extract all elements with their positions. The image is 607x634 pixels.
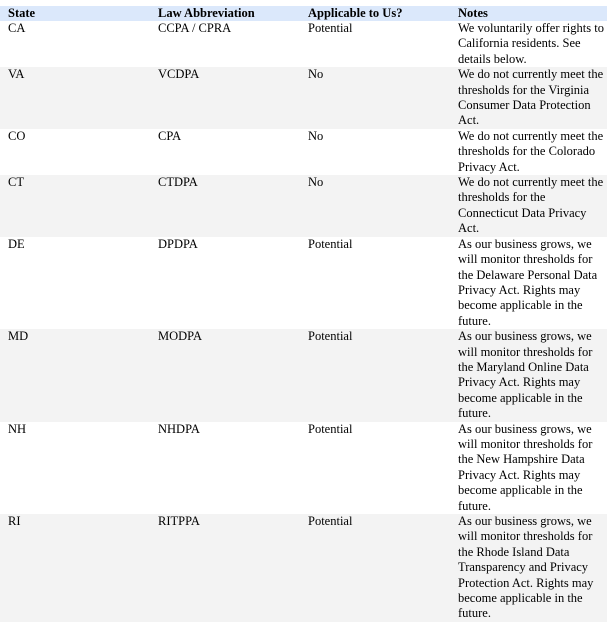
cell-applicable: Potential: [308, 236, 353, 251]
cell-notes: As our business grows, we will monitor thresholds for the Maryland Online Data Privacy Act. Rights may become applicable in the future.: [458, 329, 593, 421]
cell-applicable: Potential: [308, 329, 353, 344]
table-row: [0, 422, 607, 514]
cell-notes: We do not currently meet the thresholds for the Virginia Consumer Data Protection Act.: [458, 67, 604, 128]
cell-notes: We do not currently meet the thresholds for the Colorado Privacy Act.: [458, 128, 604, 174]
table-row: [0, 67, 607, 129]
cell-state: VA: [8, 67, 25, 82]
cell-law-abbreviation: NHDPA: [158, 421, 200, 436]
cell-applicable: No: [308, 175, 324, 190]
cell-applicable: No: [308, 128, 324, 143]
cell-applicable: Potential: [308, 514, 353, 528]
table-row: [0, 237, 607, 329]
cell-law-abbreviation: CTDPA: [158, 175, 198, 190]
header-notes: Notes: [458, 6, 488, 20]
cell-notes: As our business grows, we will monitor thresholds for the Delaware Personal Data Privacy Act. Rights may become applicable in the future.: [458, 236, 598, 328]
header-applicable: Applicable to Us?: [308, 6, 403, 20]
state-privacy-law-table: [0, 6, 607, 622]
cell-notes: We voluntarily offer rights to California residents. See details below.: [458, 21, 604, 66]
cell-state: CT: [8, 175, 24, 190]
cell-law-abbreviation: CCPA / CPRA: [158, 21, 232, 35]
cell-state: DE: [8, 236, 25, 251]
header-law-abbreviation: Law Abbreviation: [158, 6, 255, 20]
cell-notes: As our business grows, we will monitor thresholds for the New Hampshire Data Privacy Act. Rights may become applicable in the future.: [458, 421, 593, 513]
cell-law-abbreviation: DPDPA: [158, 236, 198, 251]
cell-law-abbreviation: RITPPA: [158, 514, 200, 528]
cell-notes: As our business grows, we will monitor thresholds for the Rhode Island Data Transparency and Privacy Protection Act. Rights may become applicable in the future.: [458, 514, 594, 621]
cell-state: NH: [8, 421, 27, 436]
header-state: State: [8, 6, 36, 20]
cell-state: MD: [8, 329, 29, 344]
cell-state: CA: [8, 21, 26, 35]
cell-state: CO: [8, 128, 26, 143]
cell-law-abbreviation: CPA: [158, 128, 182, 143]
cell-notes: We do not currently meet the thresholds for the Connecticut Data Privacy Act.: [458, 175, 604, 236]
table-row: [0, 329, 607, 421]
cell-state: RI: [8, 514, 21, 528]
cell-law-abbreviation: MODPA: [158, 329, 203, 344]
table-row: [0, 514, 607, 622]
table-row: [0, 21, 607, 67]
table-row: [0, 129, 607, 175]
table-header-row: [0, 6, 607, 21]
cell-applicable: Potential: [308, 21, 353, 35]
cell-applicable: Potential: [308, 421, 353, 436]
table-row: [0, 175, 607, 237]
cell-applicable: No: [308, 67, 324, 82]
cell-law-abbreviation: VCDPA: [158, 67, 200, 82]
